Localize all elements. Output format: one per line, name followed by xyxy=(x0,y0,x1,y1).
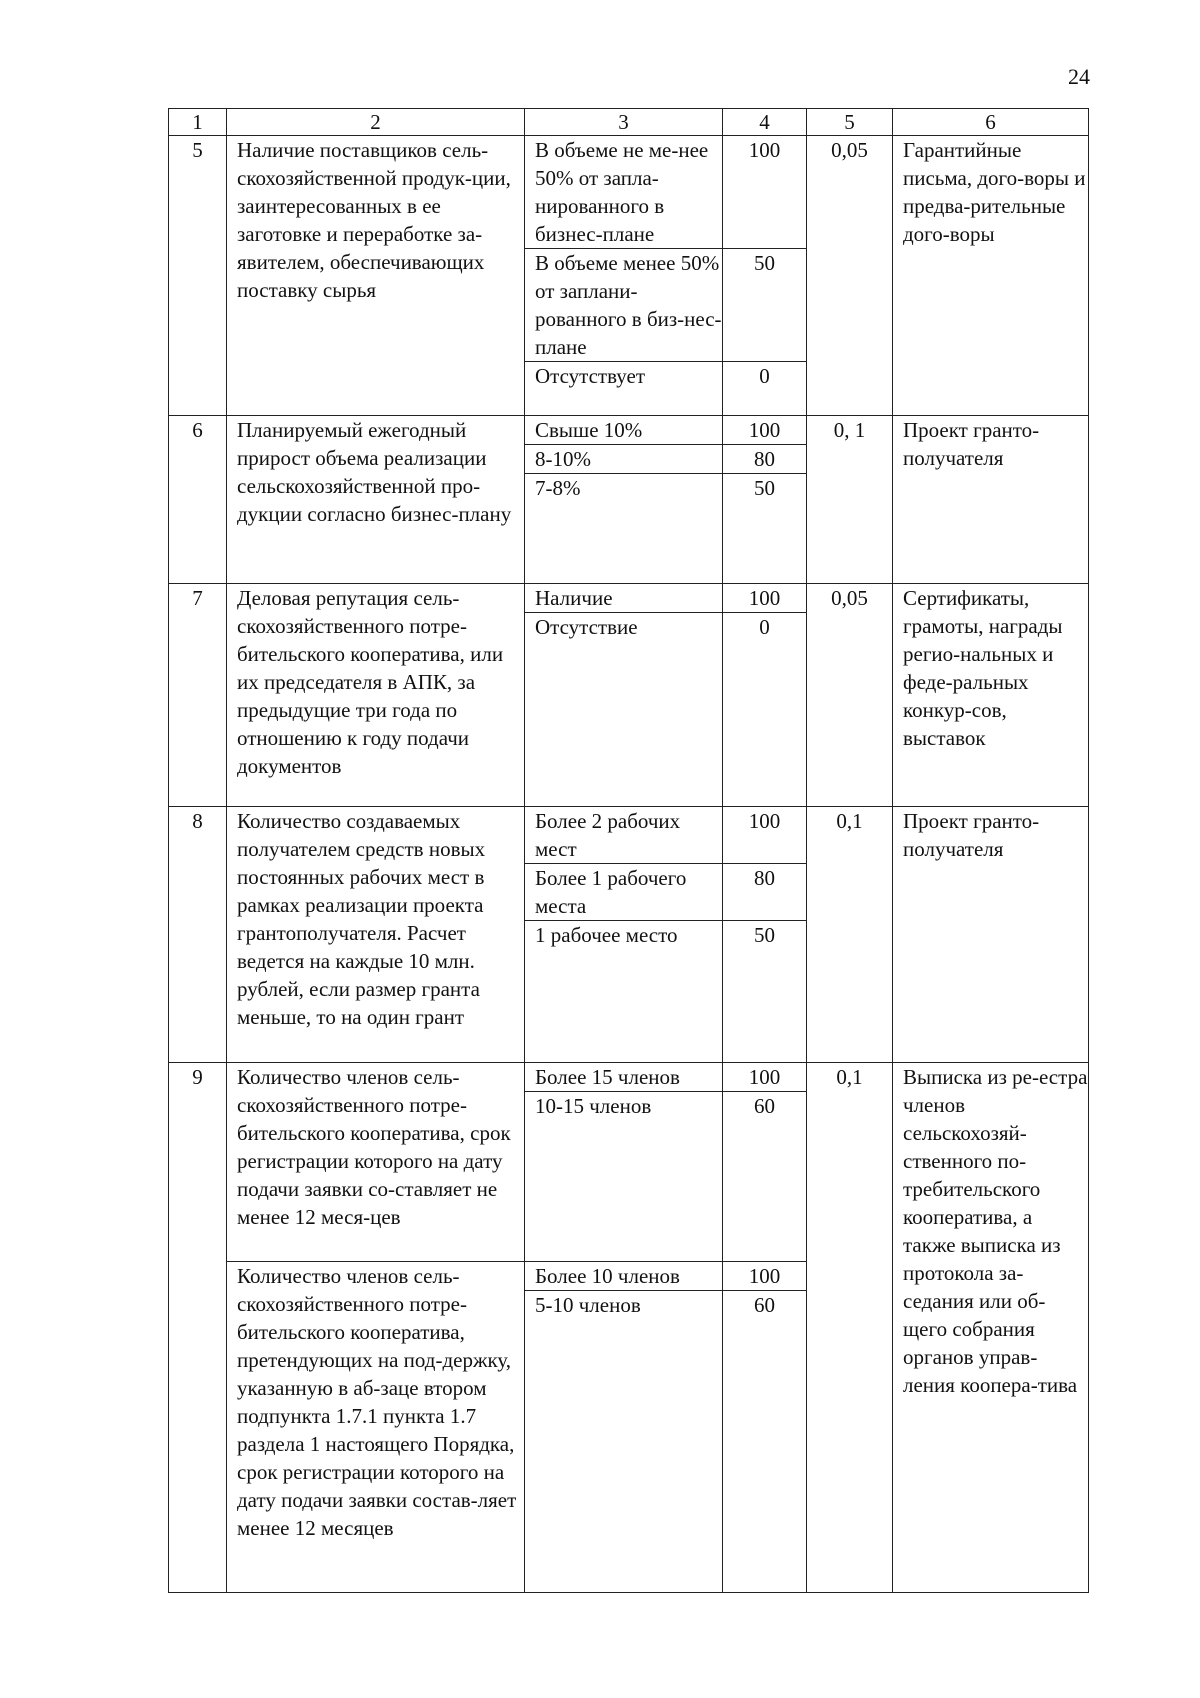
points-cell: 80 xyxy=(723,864,807,921)
weight-cell: 0,05 xyxy=(807,584,893,807)
option-cell: Отсутствие xyxy=(525,613,723,807)
option-cell: В объеме менее 50% от заплани-рованного в биз-нес-плане xyxy=(525,249,723,362)
points-cell: 50 xyxy=(723,921,807,1063)
option-cell: Более 2 рабочих мест xyxy=(525,807,723,864)
option-cell: Более 10 членов xyxy=(525,1262,723,1291)
table-row xyxy=(169,1063,1089,1092)
option-cell: Отсутствует xyxy=(525,362,723,416)
criterion-cell: Деловая репутация сель-скохозяйственного потре-бительского кооператива, или их председателя в АПК, за предыдущие три года по отношению к году подачи документов xyxy=(227,584,525,807)
option-cell: 7-8% xyxy=(525,474,723,584)
page-number: 24 xyxy=(1068,64,1090,89)
table-row xyxy=(169,136,1089,249)
weight-cell: 0, 1 xyxy=(807,416,893,584)
row-number: 7 xyxy=(169,584,227,807)
table-row xyxy=(169,416,1089,445)
criteria-table xyxy=(168,108,1089,1593)
weight-cell: 0,1 xyxy=(807,807,893,1063)
row-number: 5 xyxy=(169,136,227,416)
option-cell: 10-15 членов xyxy=(525,1092,723,1262)
weight-cell: 0,1 xyxy=(807,1063,893,1593)
points-cell: 100 xyxy=(723,807,807,864)
option-cell: Свыше 10% xyxy=(525,416,723,445)
row-number: 9 xyxy=(169,1063,227,1593)
criterion-cell: Планируемый ежегодный прирост объема реализации сельскохозяйственной про-дукции согласно бизнес-плану xyxy=(227,416,525,584)
row-number: 8 xyxy=(169,807,227,1063)
header-cell-3: 3 xyxy=(525,109,723,136)
criterion-cell: Количество членов сель-скохозяйственного потре-бительского кооператива, срок регистрации которого на дату подачи заявки со-ставляет не менее 12 меся-цев xyxy=(227,1063,525,1262)
option-cell: Более 1 рабочего места xyxy=(525,864,723,921)
points-cell: 100 xyxy=(723,584,807,613)
criterion-cell: Наличие поставщиков сель-скохозяйственной продук-ции, заинтересованных в ее заготовке и переработке за-явителем, обеспечивающих поставку сырья xyxy=(227,136,525,416)
option-cell: 8-10% xyxy=(525,445,723,474)
table-row xyxy=(169,584,1089,613)
points-cell: 100 xyxy=(723,1262,807,1291)
points-cell: 60 xyxy=(723,1291,807,1593)
points-cell: 0 xyxy=(723,362,807,416)
header-cell-2: 2 xyxy=(227,109,525,136)
points-cell: 100 xyxy=(723,1063,807,1092)
weight-cell: 0,05 xyxy=(807,136,893,416)
row-number: 6 xyxy=(169,416,227,584)
criterion-cell: Количество членов сель-скохозяйственного потре-бительского кооператива, претендующих на под-держку, указанную в аб-заце втором подпункта 1.7.1 пункта 1.7 раздела 1 настоящего Порядка, срок регистрации которого на дату подачи заявки состав-ляет менее 12 месяцев xyxy=(227,1262,525,1593)
document-cell: Сертификаты, грамоты, награды регио-нальных и феде-ральных конкур-сов, выставок xyxy=(893,584,1089,807)
points-cell: 50 xyxy=(723,249,807,362)
option-cell: 1 рабочее место xyxy=(525,921,723,1063)
option-cell: Более 15 членов xyxy=(525,1063,723,1092)
document-cell: Проект гранто-получателя xyxy=(893,807,1089,1063)
points-cell: 0 xyxy=(723,613,807,807)
document-cell: Проект гранто-получателя xyxy=(893,416,1089,584)
criterion-cell: Количество создаваемых получателем средств новых постоянных рабочих мест в рамках реализации проекта грантополучателя. Расчет ведется на каждые 10 млн. рублей, если размер гранта меньше, то на один грант xyxy=(227,807,525,1063)
points-cell: 50 xyxy=(723,474,807,584)
points-cell: 80 xyxy=(723,445,807,474)
document-cell: Гарантийные письма, дого-воры и предва-рительные дого-воры xyxy=(893,136,1089,416)
points-cell: 100 xyxy=(723,136,807,249)
points-cell: 60 xyxy=(723,1092,807,1262)
header-cell-5: 5 xyxy=(807,109,893,136)
header-row xyxy=(169,109,1089,136)
header-cell-4: 4 xyxy=(723,109,807,136)
option-cell: 5-10 членов xyxy=(525,1291,723,1593)
option-cell: Наличие xyxy=(525,584,723,613)
header-cell-1: 1 xyxy=(169,109,227,136)
points-cell: 100 xyxy=(723,416,807,445)
header-cell-6: 6 xyxy=(893,109,1089,136)
option-cell: В объеме не ме-нее 50% от запла-нированного в бизнес-плане xyxy=(525,136,723,249)
table-row xyxy=(169,807,1089,864)
document-cell: Выписка из ре-естра членов сельскохозяй-ственного по-требительского кооператива, а также выписка из протокола за-седания или об-щего собрания органов управ-ления коопера-тива xyxy=(893,1063,1089,1593)
